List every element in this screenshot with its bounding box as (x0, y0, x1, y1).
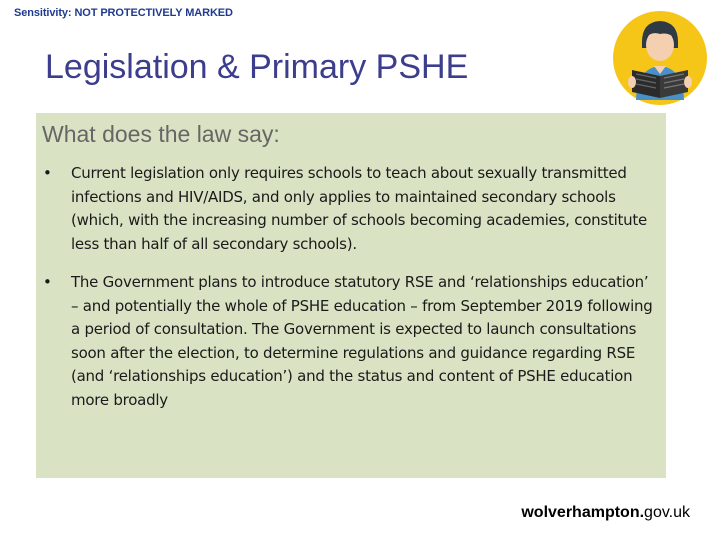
bullet-text: The Government plans to introduce statutory RSE and ‘relationships education’ – and potentially the whole of PSHE education – from September 2019 following a period of consultation. The Government is expected to launch consultations soon after the election, to determine regulations and guidance regarding RSE (and ‘relationships education’) and the status and content of PSHE education more broadly (71, 273, 653, 409)
panel-heading: What does the law say: (42, 121, 280, 147)
sensitivity-label: Sensitivity: NOT PROTECTIVELY MARKED (14, 7, 233, 19)
list-item (36, 271, 666, 412)
footer-website (521, 504, 690, 522)
bullet-text: Current legislation only requires schools to teach about sexually transmitted infections and HIV/AIDS, and only applies to maintained secondary schools (which, with the increasing number of schools becoming academies, constitute less than half of all secondary schools). (71, 164, 648, 253)
page-title: Legislation & Primary PSHE (45, 48, 469, 86)
bullet-marker: • (43, 164, 52, 182)
law-summary-panel (36, 113, 666, 478)
footer-domain: wolverhampton. (521, 504, 645, 521)
bullet-marker: • (43, 273, 52, 291)
list-item (36, 162, 666, 256)
footer-suffix: gov.uk (644, 504, 690, 521)
bullet-list (36, 162, 666, 427)
student-reading-icon (610, 8, 710, 108)
